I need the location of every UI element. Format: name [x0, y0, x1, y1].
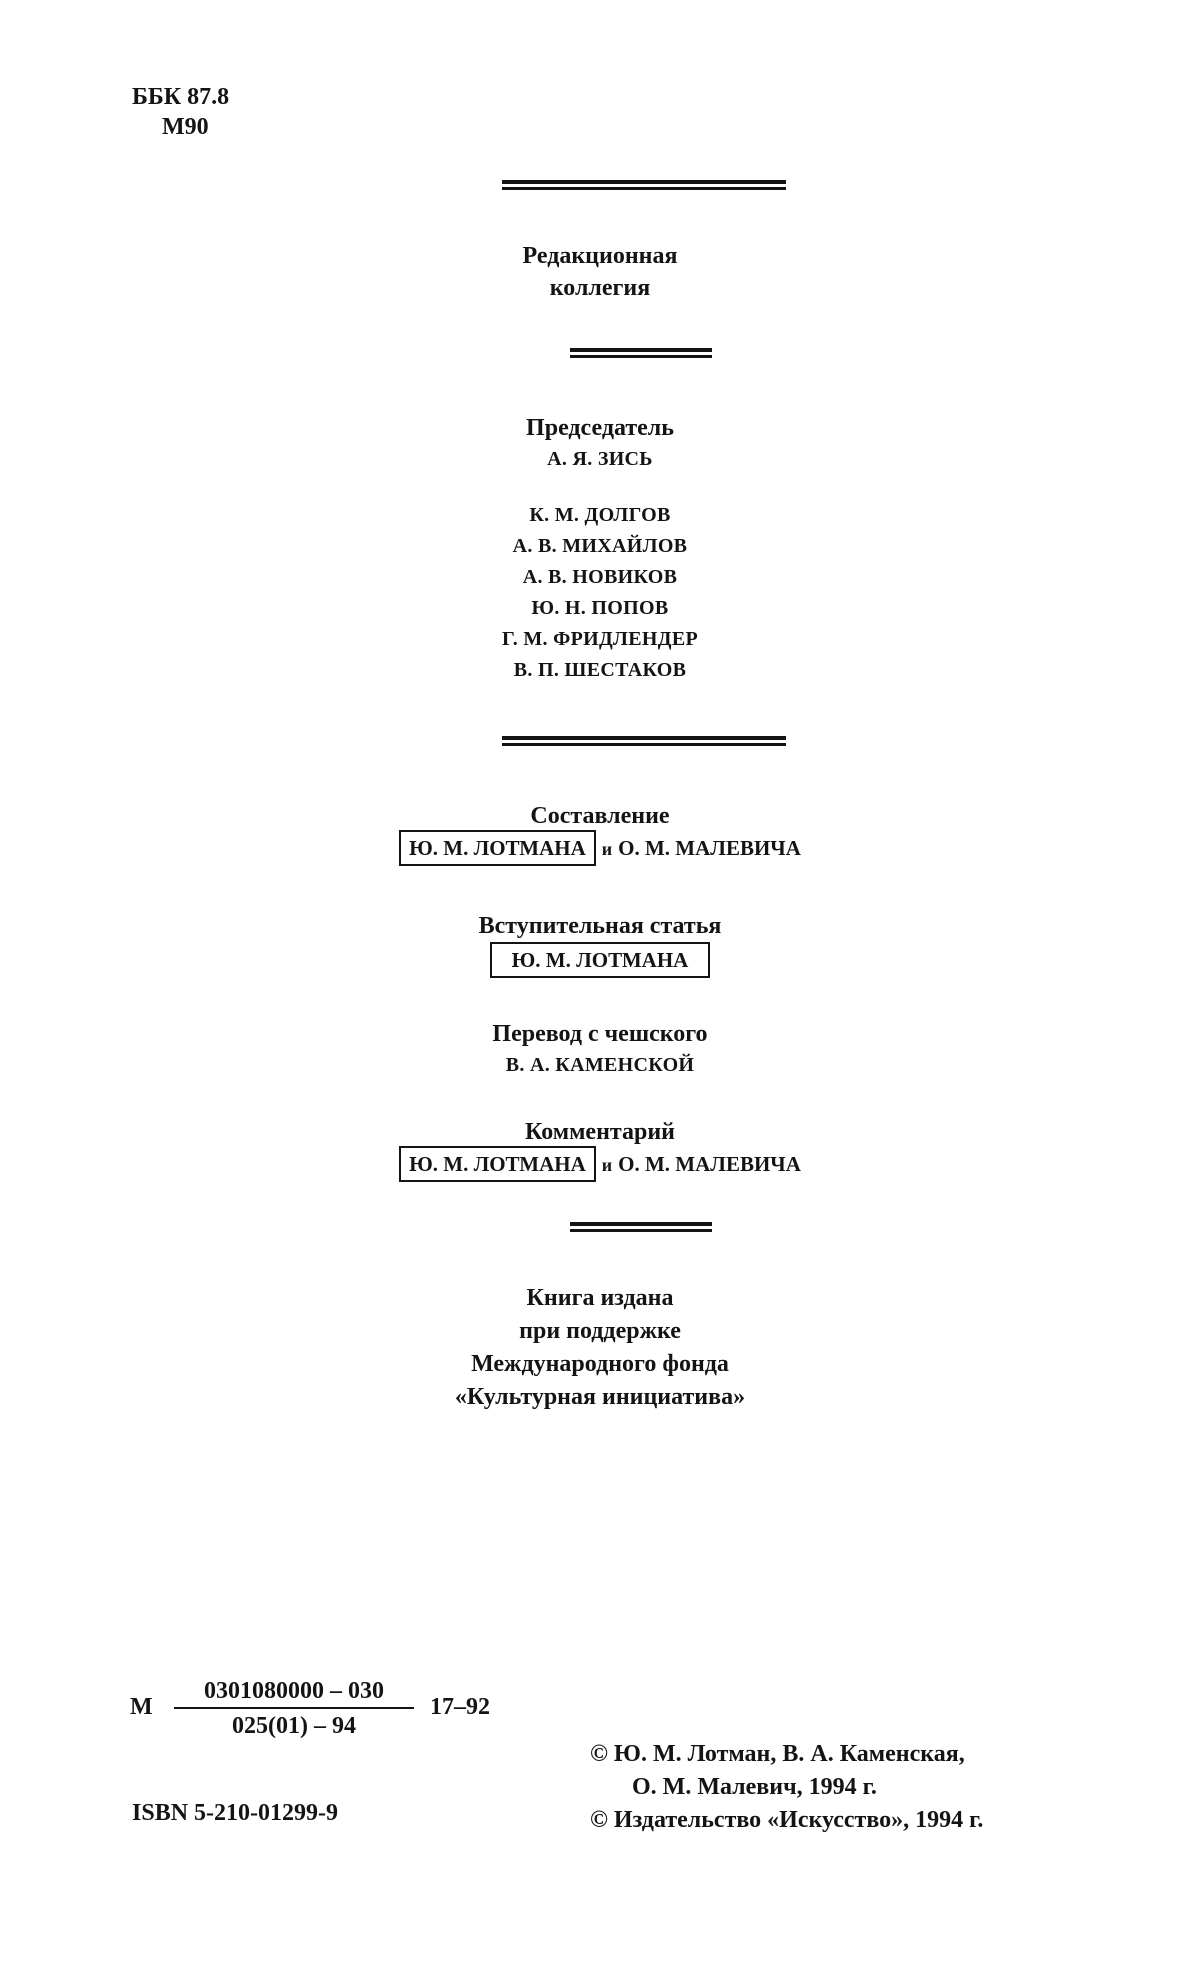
- chair-label: Председатель: [526, 415, 674, 441]
- support-line: Международного фонда: [471, 1351, 729, 1377]
- compilation-names: [0, 830, 1200, 866]
- support-line: Книга издана: [526, 1285, 674, 1311]
- middle-double-rule: [502, 736, 786, 748]
- editorial-board-heading-line2: коллегия: [549, 275, 651, 301]
- translation-label: Перевод с чешского: [492, 1021, 708, 1047]
- commentary-name-second: О. М. МАЛЕВИЧА: [618, 1152, 801, 1176]
- bbk-classification: [132, 82, 229, 142]
- publication-code-denominator: 025(01) – 94: [232, 1713, 356, 1739]
- copyright-block: [590, 1738, 983, 1837]
- board-member: В. П. ШЕСТАКОВ: [513, 659, 687, 681]
- intro-label: Вступительная статья: [478, 913, 722, 939]
- copyright-line: © Ю. М. Лотман, В. А. Каменская,: [590, 1741, 965, 1767]
- support-line: «Культурная инициатива»: [454, 1384, 746, 1410]
- lower-double-rule: [570, 1222, 712, 1234]
- top-double-rule: [502, 180, 786, 192]
- publication-code-fraction: [174, 1678, 414, 1740]
- support-note: [0, 1282, 1200, 1414]
- publication-code-numerator: 0301080000 – 030: [174, 1678, 414, 1709]
- intro-name-boxed: Ю. М. ЛОТМАНА: [490, 942, 711, 978]
- chair-name: А. Я. ЗИСЬ: [547, 448, 653, 470]
- translation-name: В. А. КАМЕНСКОЙ: [505, 1054, 695, 1076]
- board-member: Ю. Н. ПОПОВ: [531, 597, 669, 619]
- commentary-name-boxed: Ю. М. ЛОТМАНА: [399, 1146, 596, 1182]
- board-member: К. М. ДОЛГОВ: [529, 504, 671, 526]
- chair-block: [0, 412, 1200, 474]
- isbn: ISBN 5-210-01299-9: [132, 1800, 339, 1826]
- publication-code-suffix: 17–92: [430, 1694, 490, 1720]
- editorial-rule: [570, 348, 712, 360]
- author-mark: М90: [162, 114, 209, 140]
- board-members-list: [0, 500, 1200, 686]
- compilation-label: Составление: [530, 803, 670, 829]
- copyright-line: © Издательство «Искусство», 1994 г.: [590, 1807, 984, 1833]
- commentary-names: [0, 1146, 1200, 1182]
- editorial-board-heading-line1: Редакционная: [522, 243, 678, 269]
- board-member: Г. М. ФРИДЛЕНДЕР: [502, 628, 698, 650]
- copyright-line: О. М. Малевич, 1994 г.: [632, 1774, 877, 1800]
- publication-code-letter: М: [130, 1694, 153, 1720]
- bbk-code: ББК 87.8: [132, 84, 230, 110]
- compilation-name-second: О. М. МАЛЕВИЧА: [618, 836, 801, 860]
- board-member: А. В. НОВИКОВ: [522, 566, 678, 588]
- intro-name-row: [0, 942, 1200, 978]
- compilation-conjunction: и: [601, 839, 613, 859]
- support-line: при поддержке: [519, 1318, 681, 1344]
- commentary-conjunction: и: [601, 1155, 613, 1175]
- commentary-label: Комментарий: [524, 1119, 675, 1145]
- compilation-name-boxed: Ю. М. ЛОТМАНА: [399, 830, 596, 866]
- board-member: А. В. МИХАЙЛОВ: [512, 535, 688, 557]
- editorial-board-heading: [0, 240, 1200, 304]
